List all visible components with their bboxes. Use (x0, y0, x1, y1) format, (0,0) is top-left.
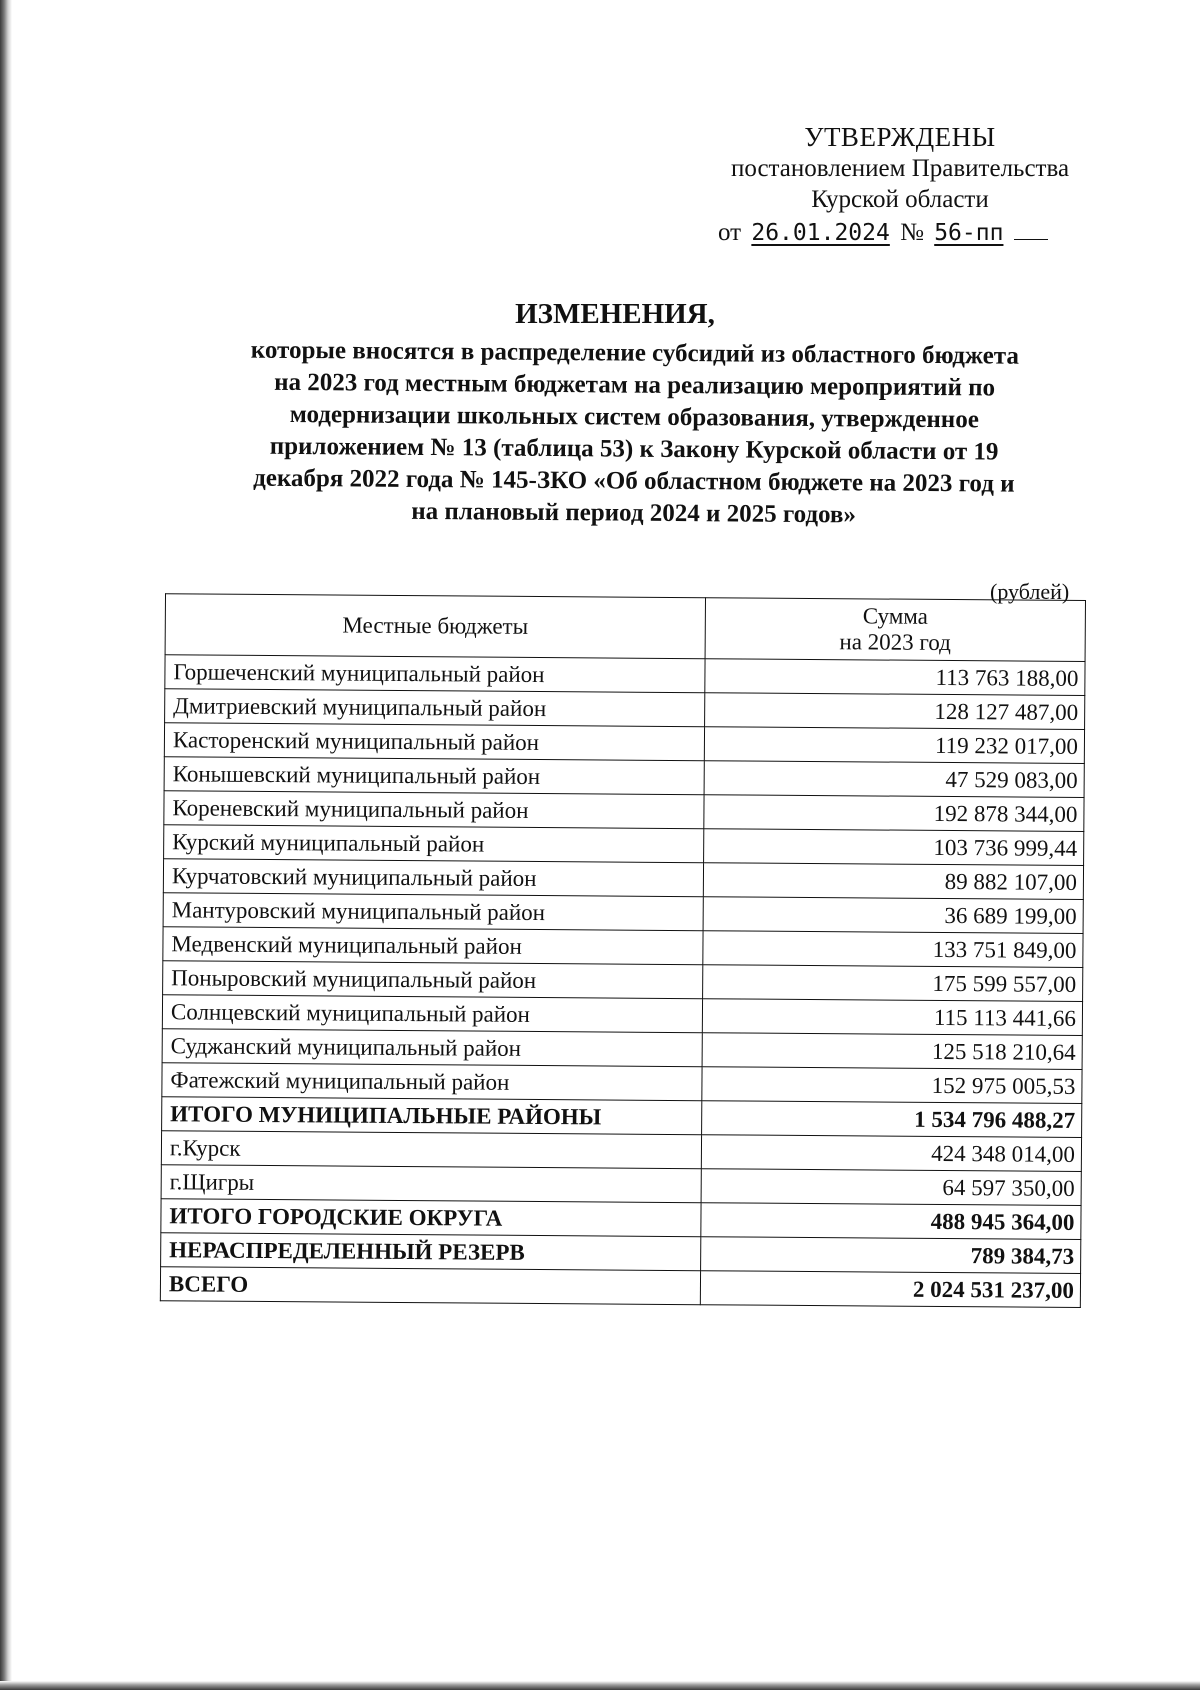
budget-rows (160, 655, 1085, 1308)
document-title: ИЗМЕНЕНИЯ, (515, 298, 715, 330)
budget-amount-cell: 2 024 531 237,00 (700, 1271, 1080, 1308)
units-label: (рублей) (990, 579, 1070, 604)
budget-name-cell: ВСЕГО (160, 1267, 700, 1305)
subtitle-line: модернизации школьных систем образования, утвержденное (289, 400, 979, 434)
table-row (160, 1267, 1080, 1308)
budget-amount-cell: 103 736 999,44 (704, 829, 1084, 866)
budget-amount-cell: 36 689 199,00 (703, 897, 1083, 934)
budget-amount-cell: 789 384,73 (701, 1237, 1081, 1274)
budget-table (160, 593, 1086, 1308)
approval-block (690, 122, 1110, 249)
header-sum-line-2: на 2023 год (839, 629, 951, 656)
budget-name-cell: Курский муниципальный район (164, 825, 704, 863)
budget-name-cell: г.Курск (161, 1131, 701, 1169)
budget-amount-cell: 115 113 441,66 (702, 999, 1082, 1036)
budget-name-cell: Курчатовский муниципальный район (163, 859, 703, 897)
budget-name-cell: ИТОГО МУНИЦИПАЛЬНЫЕ РАЙОНЫ (162, 1097, 702, 1135)
budget-amount-cell: 125 518 210,64 (702, 1033, 1082, 1070)
subtitle-line: на 2023 год местным бюджетам на реализацию мероприятий по (274, 368, 996, 402)
date-prefix: от (718, 219, 742, 246)
budget-name-cell: Солнцевский муниципальный район (162, 995, 702, 1033)
approval-number: 56-пп (934, 220, 1004, 246)
scan-edge-bottom (0, 1681, 1200, 1690)
budget-amount-cell: 133 751 849,00 (703, 931, 1083, 968)
budget-name-cell: Горшеченский муниципальный район (165, 655, 705, 693)
budget-amount-cell: 192 878 344,00 (704, 795, 1084, 832)
budget-name-cell: Медвенский муниципальный район (163, 927, 703, 965)
budget-amount-cell: 488 945 364,00 (701, 1203, 1081, 1240)
budget-amount-cell: 175 599 557,00 (703, 965, 1083, 1002)
budget-amount-cell: 152 975 005,53 (702, 1067, 1082, 1104)
subtitle-line: декабря 2022 года № 145-ЗКО «Об областном бюджете на 2023 год и (253, 464, 1015, 498)
header-local-budgets: Местные бюджеты (165, 594, 705, 659)
subtitle-line: на плановый период 2024 и 2025 годов» (411, 497, 857, 529)
budget-name-cell: г.Щигры (161, 1165, 701, 1203)
budget-name-cell: Конышевский муниципальный район (164, 757, 704, 795)
table-header-row (165, 594, 1085, 662)
budget-amount-cell: 1 534 796 488,27 (702, 1101, 1082, 1138)
document-subtitle (168, 334, 1099, 533)
budget-name-cell: Кореневский муниципальный район (164, 791, 704, 829)
number-label: № (900, 219, 924, 246)
subtitle-line: которые вносятся в распределение субсидий из областного бюджета (250, 336, 1020, 370)
budget-amount-cell: 128 127 487,00 (705, 693, 1085, 730)
budget-name-cell: Суджанский муниципальный район (162, 1029, 702, 1067)
header-sum-line-1: Сумма (862, 603, 929, 629)
budget-amount-cell: 89 882 107,00 (703, 863, 1083, 900)
approval-date: 26.01.2024 (751, 220, 890, 246)
header-sum (705, 598, 1085, 662)
budget-name-cell: Дмитриевский муниципальный район (165, 689, 705, 727)
approval-date-line (690, 217, 1110, 249)
approval-title: УТВЕРЖДЕНЫ (804, 122, 996, 152)
scan-edge-left (0, 0, 12, 1690)
budget-amount-cell: 119 232 017,00 (704, 727, 1084, 764)
budget-name-cell: Мантуровский муниципальный район (163, 893, 703, 931)
number-underline (1014, 239, 1048, 240)
budget-amount-cell: 424 348 014,00 (701, 1135, 1081, 1172)
subtitle-line: приложением № 13 (таблица 53) к Закону Курской области от 19 (269, 432, 999, 466)
budget-amount-cell: 113 763 188,00 (705, 659, 1085, 696)
budget-name-cell: Касторенский муниципальный район (164, 723, 704, 761)
budget-name-cell: ИТОГО ГОРОДСКИЕ ОКРУГА (161, 1199, 701, 1237)
budget-amount-cell: 64 597 350,00 (701, 1169, 1081, 1206)
budget-name-cell: Поныровский муниципальный район (163, 961, 703, 999)
budget-name-cell: Фатежский муниципальный район (162, 1063, 702, 1101)
approval-line-2: Курской области (811, 186, 989, 213)
approval-line-1: постановлением Правительства (730, 155, 1070, 182)
budget-name-cell: НЕРАСПРЕДЕЛЕННЫЙ РЕЗЕРВ (161, 1233, 701, 1271)
budget-amount-cell: 47 529 083,00 (704, 761, 1084, 798)
